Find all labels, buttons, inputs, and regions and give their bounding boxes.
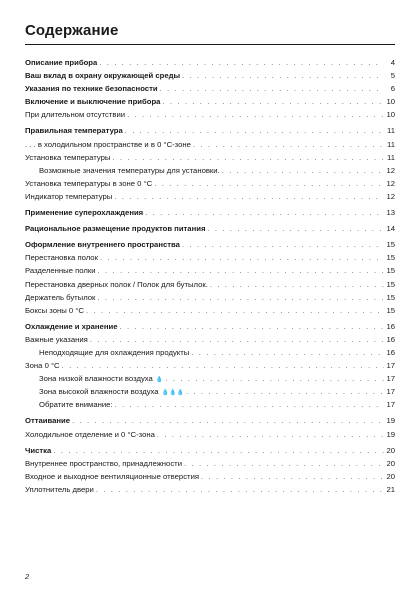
- toc-entry-label: Уплотнитель двери: [25, 484, 94, 494]
- toc-dot-leader: [162, 95, 384, 108]
- toc-entry-page: 12: [386, 178, 395, 188]
- toc-entry-label: Зона низкой влажности воздуха: [39, 374, 153, 384]
- toc-entry-page: 15: [386, 266, 395, 276]
- toc-entry-page: 17: [386, 400, 395, 410]
- toc-entry-label: Внутреннее пространство, принадлежности: [25, 458, 182, 468]
- toc-entry[interactable]: [25, 151, 395, 164]
- toc-dot-leader: [72, 414, 384, 427]
- toc-entry[interactable]: [25, 95, 395, 108]
- toc-entry[interactable]: [25, 164, 395, 177]
- toc-entry[interactable]: [25, 457, 395, 470]
- toc-entry[interactable]: [25, 177, 395, 190]
- toc-entry-page: 15: [386, 253, 395, 263]
- toc-entry-page: 16: [386, 347, 395, 357]
- toc-dot-leader: [160, 82, 384, 95]
- toc-entry-label: Применение суперохлаждения: [25, 208, 144, 218]
- title-underline: [25, 44, 395, 45]
- toc-entry-label: При длительном отсутствии: [25, 110, 126, 120]
- toc-dot-leader: [165, 372, 384, 385]
- toc-entry[interactable]: [25, 138, 395, 151]
- toc-dot-leader: [112, 151, 384, 164]
- toc-entry[interactable]: [25, 470, 395, 483]
- toc-dot-leader: [182, 69, 384, 82]
- toc-entry-label: Установка температуры: [25, 152, 111, 162]
- toc-entry-label: Важные указания: [25, 334, 88, 344]
- toc-dot-leader: [114, 190, 384, 203]
- toc-entry-page: 11: [387, 126, 395, 136]
- toc-entry-label: Установка температуры в зоне 0 °C: [25, 178, 153, 188]
- toc-entry[interactable]: [25, 359, 395, 372]
- toc-entry[interactable]: [25, 414, 395, 427]
- toc-entry-page: 17: [386, 387, 395, 397]
- toc-entry-page: 17: [386, 374, 395, 384]
- toc-entry[interactable]: [25, 333, 395, 346]
- toc-entry-label: Держатель бутылок: [25, 292, 96, 302]
- toc-dot-leader: [119, 320, 384, 333]
- toc-entry-label: Входное и выходное вентиляционные отверстия: [25, 471, 200, 481]
- toc-entry-page: 5: [390, 71, 395, 81]
- toc-entry-page: 20: [386, 458, 395, 468]
- toc-entry-label: Возможные значения температуры для установки.: [39, 165, 220, 175]
- toc-entry[interactable]: [25, 82, 395, 95]
- toc-dot-leader: [182, 238, 384, 251]
- toc-dot-leader: [53, 444, 384, 457]
- toc-entry[interactable]: [25, 206, 395, 219]
- toc-dot-leader: [125, 124, 384, 137]
- toc-entry-label: Разделенные полки: [25, 266, 96, 276]
- toc-dot-leader: [186, 385, 384, 398]
- toc-entry-page: 15: [386, 279, 395, 289]
- toc-entry-page: 19: [386, 429, 395, 439]
- toc-entry[interactable]: [25, 190, 395, 203]
- toc-entry-label: Неподходящие для охлаждения продукты: [39, 347, 190, 357]
- toc-entry-label: Холодильное отделение и 0 °C-зона: [25, 429, 155, 439]
- toc-entry-page: 20: [386, 471, 395, 481]
- toc-entry-page: 13: [386, 208, 395, 218]
- toc-dot-leader: [100, 251, 384, 264]
- toc-entry-label: Зона высокой влажности воздуха: [39, 387, 159, 397]
- toc-entry-label: Обратите внимание:: [39, 400, 113, 410]
- toc-entry[interactable]: [25, 222, 395, 235]
- toc-dot-leader: [97, 291, 384, 304]
- toc-dot-leader: [90, 333, 384, 346]
- toc-dot-leader: [145, 206, 384, 219]
- toc-entry[interactable]: [25, 108, 395, 121]
- toc-dot-leader: [222, 164, 384, 177]
- toc-entry-label: Рациональное размещение продуктов питания: [25, 224, 206, 234]
- toc-dot-leader: [201, 470, 384, 483]
- toc-entry-label: Ваш вклад в охрану окружающей среды: [25, 71, 181, 81]
- toc-entry-page: 12: [386, 191, 395, 201]
- toc-entry-label: Охлаждение и хранение: [25, 321, 118, 331]
- toc-entry-page: 14: [386, 224, 395, 234]
- toc-entry-label: Перестановка полок: [25, 253, 98, 263]
- toc-entry[interactable]: [25, 385, 395, 398]
- toc-entry-page: 15: [386, 305, 395, 315]
- toc-entry-page: 16: [386, 334, 395, 344]
- toc-entry-page: 17: [386, 361, 395, 371]
- toc-entry[interactable]: [25, 398, 395, 411]
- toc-entry-page: 21: [386, 484, 395, 494]
- toc-entry-page: 11: [387, 152, 395, 162]
- toc-entry[interactable]: [25, 372, 395, 385]
- toc-dot-leader: [96, 483, 384, 496]
- toc-entry[interactable]: [25, 444, 395, 457]
- toc-entry-label: Боксы зоны 0 °C: [25, 305, 84, 315]
- toc-entry-page: 10: [386, 97, 395, 107]
- toc-entry[interactable]: [25, 320, 395, 333]
- toc-entry[interactable]: [25, 304, 395, 317]
- toc-entry-label: Индикатор температуры: [25, 191, 113, 201]
- toc-dot-leader: [98, 264, 384, 277]
- toc-entry[interactable]: [25, 56, 395, 69]
- table-of-contents: [25, 56, 395, 496]
- toc-entry-label: Оформление внутреннего пространства: [25, 240, 180, 250]
- toc-entry-label: Оттаивание: [25, 416, 71, 426]
- toc-entry[interactable]: [25, 251, 395, 264]
- toc-dot-leader: [127, 108, 384, 121]
- toc-entry[interactable]: [25, 278, 395, 291]
- toc-dot-leader: [157, 428, 384, 441]
- toc-entry-label: Перестановка дверных полок / Полок для бутылок.: [25, 279, 208, 289]
- toc-entry[interactable]: [25, 483, 395, 496]
- toc-entry[interactable]: [25, 264, 395, 277]
- water-drop-icon: 💧: [155, 377, 164, 384]
- toc-entry[interactable]: [25, 346, 395, 359]
- toc-dot-leader: [62, 359, 384, 372]
- toc-entry-page: 15: [386, 292, 395, 302]
- toc-entry-page: 10: [386, 110, 395, 120]
- toc-entry-page: 12: [386, 165, 395, 175]
- toc-entry[interactable]: [25, 124, 395, 137]
- water-drop-icon: 💧💧💧: [161, 390, 184, 397]
- toc-entry-page: 4: [390, 58, 395, 67]
- toc-dot-leader: [210, 278, 384, 291]
- page-number: 2: [25, 572, 30, 581]
- toc-entry-label: . . . в холодильном пространстве и в 0 °C-зоне: [25, 139, 191, 149]
- toc-dot-leader: [184, 457, 384, 470]
- toc-dot-leader: [86, 304, 384, 317]
- toc-entry[interactable]: [25, 69, 395, 82]
- toc-entry-page: 16: [386, 321, 395, 331]
- toc-dot-leader: [207, 222, 384, 235]
- toc-entry[interactable]: [25, 291, 395, 304]
- toc-dot-leader: [191, 346, 384, 359]
- toc-entry-page: 15: [386, 240, 395, 250]
- toc-dot-leader: [154, 177, 384, 190]
- toc-entry-page: 20: [386, 445, 395, 455]
- toc-entry-label: Указания по технике безопасности: [25, 84, 158, 94]
- toc-entry-label: Зона 0 °C: [25, 361, 60, 371]
- page-title: Содержание: [25, 22, 119, 39]
- toc-entry-label: Правильная температура: [25, 126, 123, 136]
- toc-dot-leader: [99, 56, 384, 69]
- toc-entry-label: Включение и выключение прибора: [25, 97, 161, 107]
- toc-entry-label: Описание прибора: [25, 58, 98, 67]
- toc-dot-leader: [115, 398, 384, 411]
- toc-entry[interactable]: [25, 428, 395, 441]
- toc-entry-page: 6: [390, 84, 395, 94]
- toc-entry-page: 19: [386, 416, 395, 426]
- toc-entry-page: 11: [387, 139, 395, 149]
- toc-dot-leader: [193, 138, 384, 151]
- toc-entry[interactable]: [25, 238, 395, 251]
- toc-entry-label: Чистка: [25, 445, 52, 455]
